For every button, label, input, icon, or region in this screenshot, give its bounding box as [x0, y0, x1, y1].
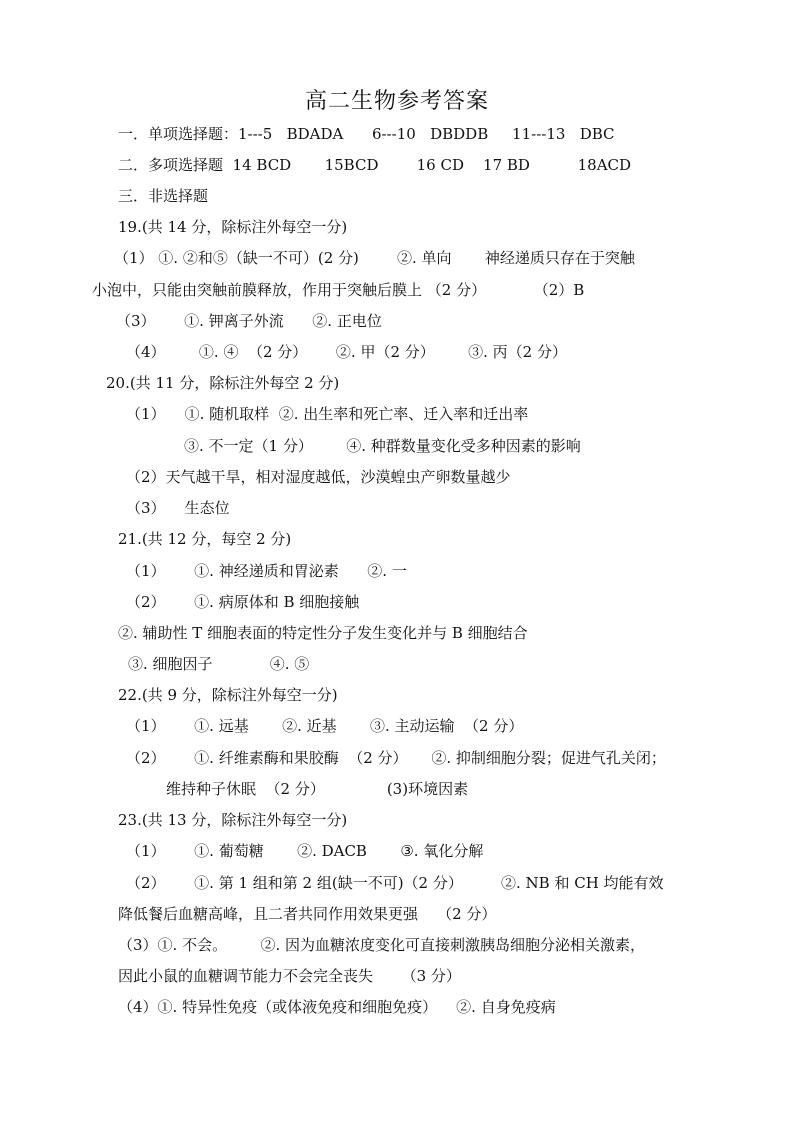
q23-line-2: （2） ①. 第 1 组和第 2 组(缺一不可)（2 分） ②. NB 和 CH 均能有效 — [126, 874, 664, 892]
q19-line-3: （3） ①. 钾离子外流 ②. 正电位 — [116, 312, 382, 330]
q20-line-2: ③. 不一定（1 分） ④. 种群数量变化受多种因素的影响 — [184, 437, 581, 455]
q20-line-1: （1） ①. 随机取样 ②. 出生率和死亡率、迁入率和迁出率 — [126, 405, 529, 423]
q21-line-4: ③. 细胞因子 ④. ⑤ — [128, 655, 310, 673]
question-21-header: 21.(共 12 分，每空 2 分) — [118, 530, 292, 548]
q19-line-2: 小泡中，只能由突触前膜释放，作用于突触后膜上 （2 分） （2）B — [92, 281, 585, 299]
page-title: 高二生物参考答案 — [304, 89, 489, 114]
question-22-header: 22.(共 9 分，除标注外每空一分) — [118, 686, 338, 704]
answer-line-mc-multiple: 二．多项选择题 14 BCD 15BCD 16 CD 17 BD 18ACD — [118, 156, 632, 174]
q22-line-3: 维持种子休眠 （2 分） (3)环境因素 — [166, 780, 469, 798]
q23-line-5: 因此小鼠的血糖调节能力不会完全丧失 （3 分） — [118, 967, 461, 985]
question-23-header: 23.(共 13 分，除标注外每空一分) — [118, 811, 348, 829]
q23-line-3: 降低餐后血糖高峰，且二者共同作用效果更强 （2 分） — [118, 905, 497, 923]
question-20-header: 20.(共 11 分，除标注外每空 2 分) — [106, 374, 340, 392]
answer-line-mc-single: 一．单项选择题：1---5 BDADA 6---10 DBDDB 11---13 DBC — [118, 125, 615, 143]
q22-line-1: （1） ①. 远基 ②. 近基 ③. 主动运输 （2 分） — [126, 717, 524, 735]
q21-line-3: ②. 辅助性 T 细胞表面的特定性分子发生变化并与 B 细胞结合 — [118, 624, 528, 642]
q23-line-4: （3）①. 不会。 ②. 因为血糖浓度变化可直接刺激胰岛细胞分泌相关激素， — [118, 936, 645, 954]
q23-line-1: （1） ①. 葡萄糖 ②. DACB ③. 氧化分解 — [126, 842, 484, 860]
q20-line-3: （2）天气越干旱，相对湿度越低，沙漠蝗虫产卵数量越少 — [126, 468, 511, 486]
q19-line-4: （4） ①. ④ （2 分） ②. 甲（2 分） ③. 丙（2 分） — [126, 343, 567, 361]
q23-line-6: （4）①. 特异性免疫（或体液免疫和细胞免疫） ②. 自身免疫病 — [118, 998, 556, 1016]
q22-line-2: （2） ①. 纤维素酶和果胶酶 （2 分） ②. 抑制细胞分裂；促进气孔关闭； — [126, 749, 666, 767]
q21-line-2: （2） ①. 病原体和 B 细胞接触 — [126, 593, 360, 611]
q19-line-1: （1） ①. ②和⑤（缺一不可）(2 分) ②. 单向 神经递质只存在于突触 — [114, 249, 635, 267]
answer-line-section-3: 三．非选择题 — [118, 187, 209, 205]
q21-line-1: （1） ①. 神经递质和胃泌素 ②. 一 — [126, 562, 407, 580]
question-19-header: 19.(共 14 分，除标注外每空一分) — [118, 218, 348, 236]
q20-line-4: （3） 生态位 — [126, 499, 230, 517]
